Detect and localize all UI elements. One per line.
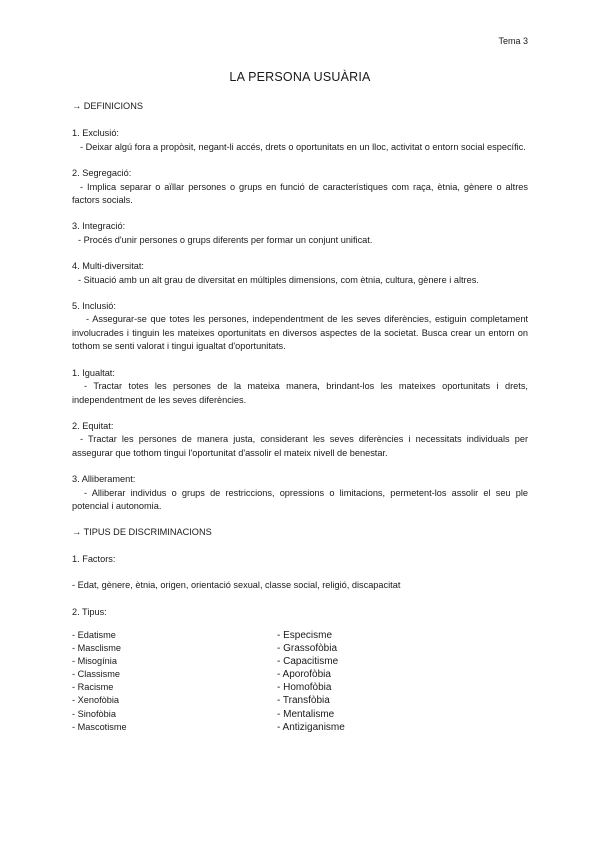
definition-equitat <box>72 420 528 460</box>
definition-title: 2. Segregació: <box>72 168 132 179</box>
definition-igualtat <box>72 367 528 407</box>
definitions-heading: → DEFINICIONS <box>72 101 143 111</box>
definition-multidiversitat <box>72 260 528 287</box>
list-item: - Mascotisme <box>72 721 127 732</box>
definition-text: - Deixar algú fora a propòsit, negant-li accés, drets o oportunitats en un lloc, activitat o entorn social específic. <box>80 141 526 152</box>
definition-integracio <box>72 220 528 247</box>
definition-title: 3. Integració: <box>72 221 126 232</box>
list-item: - Aporofòbia <box>277 669 331 681</box>
types-title: 2. Tipus: <box>72 606 107 617</box>
definition-title: 4. Multi-diversitat: <box>72 261 144 272</box>
definition-title: 1. Igualtat: <box>72 367 115 378</box>
definition-text: - Alliberar individus o grups de restriccions, opressions o limitacions, permetent-los assolir el seu ple potencial i autonomia. <box>72 487 528 511</box>
definition-text: - Tractar les persones de manera justa, considerant les seves diferències i necessitats individuals per assegurar que tothom tingui l'oportunitat d'assolir el mateix nivell de benestar. <box>72 434 528 458</box>
types-right-column <box>277 629 477 734</box>
definition-segregacio <box>72 167 528 207</box>
list-item: - Especisme <box>277 629 333 641</box>
list-item: - Homofòbia <box>277 682 332 694</box>
factors-title: 1. Factors: <box>72 553 116 564</box>
list-item: - Sinofòbia <box>72 708 116 719</box>
factors-text: - Edat, gènere, ètnia, origen, orientació sexual, classe social, religió, discapacitat <box>72 580 401 591</box>
definition-title: 5. Inclusió: <box>72 301 116 312</box>
list-item: - Antiziganisme <box>277 721 345 733</box>
list-item: - Grassofòbia <box>277 643 338 655</box>
page-title: LA PERSONA USUÀRIA <box>229 70 371 84</box>
discrimination-heading: → TIPUS DE DISCRIMINACIONS <box>72 527 212 538</box>
definition-text: - Tractar totes les persones de la mateixa manera, brindant-los les mateixes oportunitats i drets, independentment de les seves diferències. <box>72 381 528 405</box>
list-item: - Masclisme <box>72 643 122 654</box>
definition-text: - Procés d'unir persones o grups diferents per formar un conjunt unificat. <box>78 234 373 245</box>
topic-label: Tema 3 <box>498 36 528 46</box>
list-item: - Racisme <box>72 682 114 693</box>
list-item: - Xenofòbia <box>72 695 119 706</box>
list-item: - Capacitisme <box>277 656 339 668</box>
definition-title: 3. Alliberament: <box>72 474 136 485</box>
definition-text: - Implica separar o aïllar persones o grups en funció de característiques com raça, ètnia, gènere o altres factors socials. <box>72 181 528 206</box>
list-item: - Mentalisme <box>277 708 335 720</box>
definition-exclusio <box>72 127 528 154</box>
definition-text: - Situació amb un alt grau de diversitat en múltiples dimensions, com ètnia, cultura, gènere i altres. <box>78 274 479 285</box>
types-left-column <box>72 629 277 734</box>
definition-title: 1. Exclusió: <box>72 128 119 139</box>
definition-title: 2. Equitat: <box>72 420 114 431</box>
definition-alliberament <box>72 473 528 513</box>
list-item: - Misogínia <box>72 656 117 667</box>
discrimination-types-list <box>72 629 528 734</box>
list-item: - Classisme <box>72 669 120 680</box>
definition-inclusio <box>72 300 528 354</box>
list-item: - Edatisme <box>72 629 116 640</box>
definition-text: - Assegurar-se que totes les persones, independentment de les seves diferències, estiguin completament involucrades i tinguin les mateixes oportunitats en diversos aspectes de la societat. Busca crear un entorn on tothom se senti valorat i tingui igualtat d'oportunitats. <box>72 314 528 352</box>
document-body <box>72 100 528 734</box>
list-item: - Transfòbia <box>277 695 330 707</box>
